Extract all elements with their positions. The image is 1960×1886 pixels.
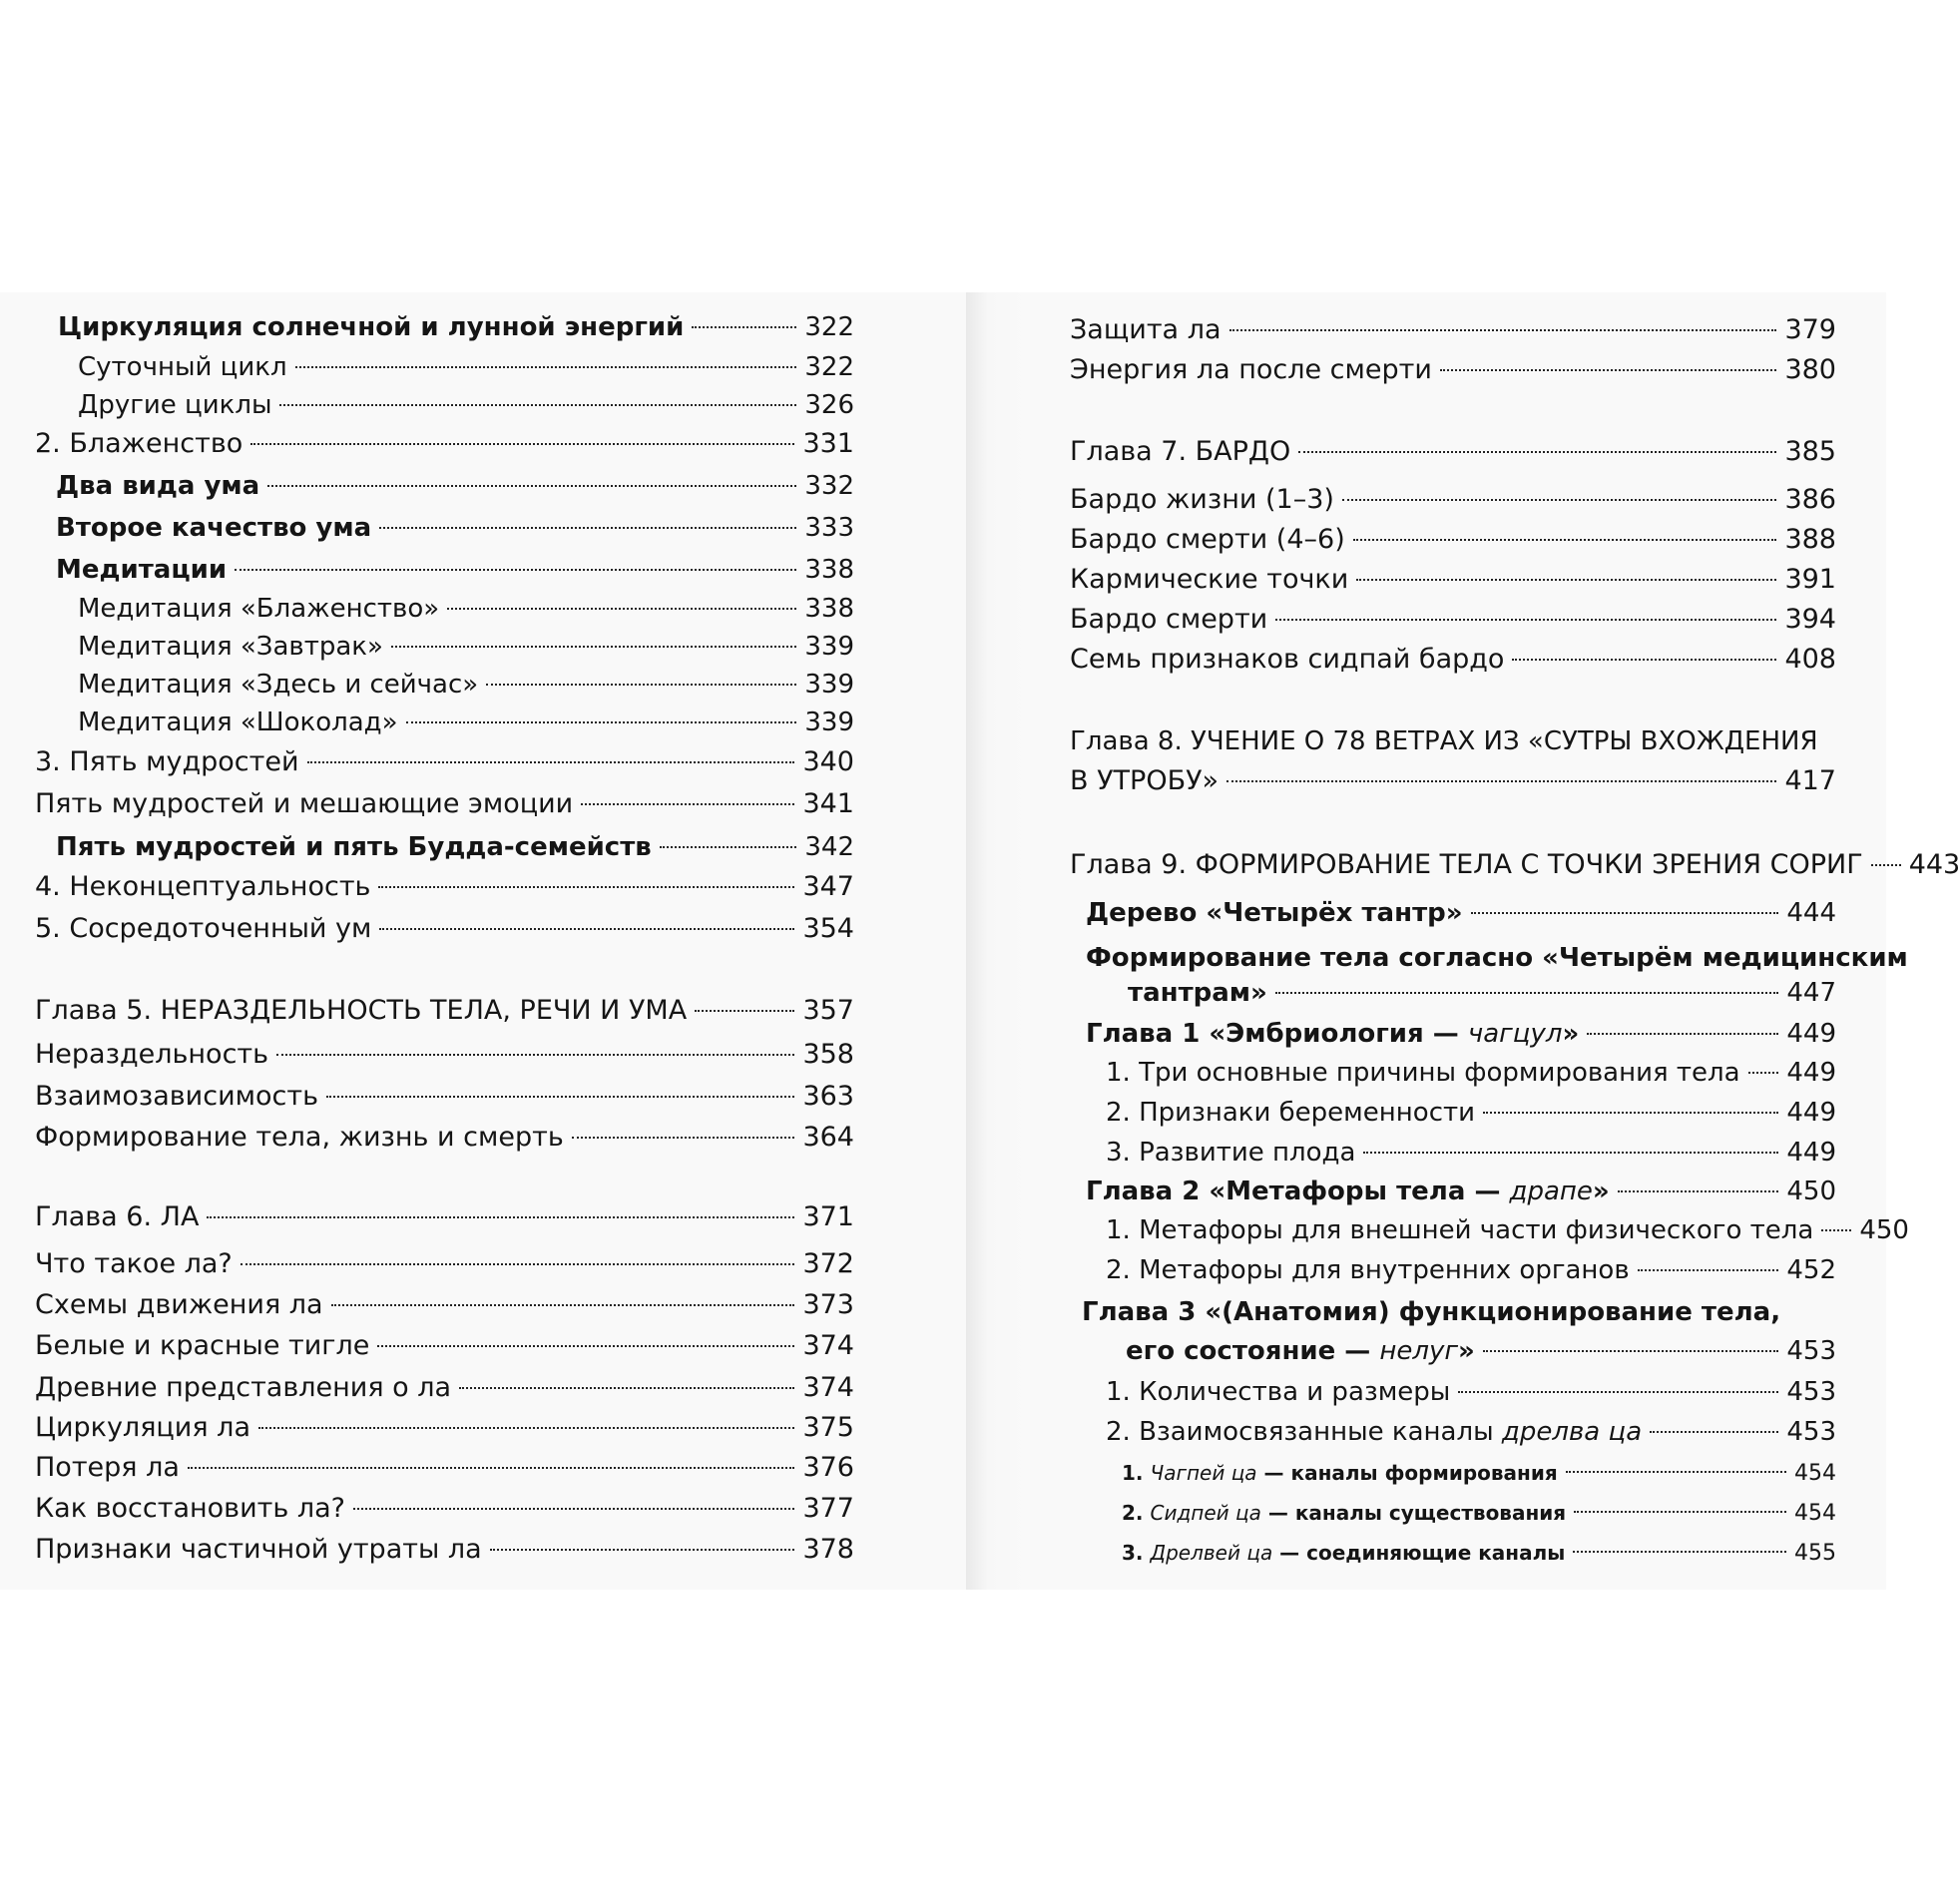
leader-dots [353, 1508, 794, 1510]
leader-dots [447, 608, 796, 610]
leader-dots [1574, 1511, 1786, 1513]
toc-entry-page: 455 [1794, 1541, 1836, 1566]
title-text: 1. [1122, 1461, 1151, 1485]
leader-dots [379, 928, 794, 930]
toc-entry-page: 333 [804, 513, 854, 543]
chapter-heading [1070, 847, 1960, 883]
title-text: 3. [1122, 1541, 1151, 1565]
toc-entry [35, 1450, 854, 1486]
toc-entry-page: 363 [802, 1081, 854, 1112]
leader-dots [1573, 1551, 1786, 1553]
toc-entry [78, 705, 854, 740]
toc-entry [1070, 482, 1836, 518]
leader-dots [1483, 1112, 1778, 1114]
leader-dots [1356, 579, 1776, 581]
toc-entry-title: Бардо смерти (4–6) [1070, 524, 1345, 555]
toc-entry-title: Два вида ума [56, 471, 260, 501]
toc-entry-title: Белые и красные тигле [35, 1330, 370, 1361]
title-italic: драпе [1509, 1177, 1593, 1206]
toc-entry-page: 340 [802, 746, 854, 777]
toc-entry-page: 364 [802, 1122, 854, 1153]
toc-entry [78, 667, 854, 703]
leader-dots [486, 684, 796, 686]
title-italic: чагцул [1467, 1019, 1563, 1049]
leader-dots [459, 1387, 794, 1389]
toc-entry-title: Что такое ла? [35, 1248, 233, 1279]
chapter-heading [35, 993, 854, 1029]
toc-entry-title: Глава 5. НЕРАЗДЕЛЬНОСТЬ ТЕЛА, РЕЧИ И УМА [35, 995, 688, 1026]
toc-entry-title: Циркуляция солнечной и лунной энергий [58, 312, 685, 342]
chapter-heading [35, 1199, 854, 1235]
leader-dots [377, 1345, 794, 1347]
toc-entry-title: Суточный цикл [78, 352, 287, 382]
title-italic: Дрелвей ца [1150, 1541, 1273, 1565]
leader-dots [490, 1549, 795, 1551]
toc-entry-page: 449 [1786, 1138, 1836, 1168]
toc-entry-title: Как восстановить ла? [35, 1493, 345, 1524]
leader-dots [1363, 1152, 1778, 1154]
title-text: 2. Взаимосвязанные каналы [1106, 1417, 1502, 1447]
leader-dots [1298, 451, 1776, 453]
chapter-heading [1070, 763, 1836, 799]
toc-entry-page: 447 [1786, 978, 1836, 1008]
leader-dots [1275, 619, 1776, 621]
title-end: » [1458, 1336, 1475, 1366]
toc-entry [35, 786, 854, 822]
title-end: » [1562, 1019, 1580, 1049]
toc-entry-page: 375 [802, 1412, 854, 1443]
toc-entry-title: Медитация «Завтрак» [78, 632, 383, 662]
toc-entry-title: Нераздельность [35, 1039, 269, 1070]
toc-entry-page: 373 [802, 1289, 854, 1320]
leader-dots [1471, 912, 1779, 914]
toc-entry [35, 1120, 854, 1156]
toc-entry [35, 1287, 854, 1323]
toc-entry-page: 376 [802, 1452, 854, 1483]
toc-entry-title: 5. Сосредоточенный ум [35, 913, 372, 944]
toc-entry-page: 339 [804, 707, 854, 737]
toc-entry-page: 332 [804, 471, 854, 501]
toc-entry-title: Кармические точки [1070, 564, 1349, 595]
toc-entry [58, 309, 854, 345]
toc-entry-page: 322 [804, 352, 854, 382]
toc-entry-title: Бардо жизни (1–3) [1070, 484, 1334, 515]
leader-dots [235, 569, 796, 571]
leader-dots [326, 1096, 794, 1098]
toc-entry-page: 385 [1784, 436, 1836, 467]
leader-dots [276, 1054, 794, 1056]
toc-entry-page: 338 [804, 594, 854, 624]
toc-entry-title: Глава 6. ЛА [35, 1201, 200, 1232]
toc-entry-title: Медитации [56, 555, 228, 585]
leader-dots [406, 721, 797, 723]
toc-entry [1070, 562, 1836, 598]
toc-entry [1106, 1212, 1909, 1248]
toc-entry-page: 443 [1908, 849, 1960, 880]
toc-entry-page: 454 [1794, 1501, 1836, 1526]
toc-entry-page: 322 [804, 312, 854, 342]
title-text: 2. [1122, 1501, 1151, 1525]
leader-dots [378, 886, 794, 888]
leader-dots [1342, 499, 1777, 501]
leader-dots [267, 485, 796, 487]
toc-entry-title: Дерево «Четырёх тантр» [1086, 898, 1463, 928]
leader-dots [379, 527, 796, 529]
toc-entry-title: 2. Признаки беременности [1106, 1098, 1476, 1128]
title-italic: нелуг [1379, 1336, 1459, 1366]
toc-entry-title: Древние представления о ла [35, 1372, 452, 1403]
left-page [0, 292, 966, 1590]
leader-dots [1229, 329, 1777, 331]
toc-entry [35, 744, 854, 780]
toc-entry-page: 388 [1784, 524, 1836, 555]
toc-entry-page: 339 [804, 670, 854, 700]
toc-entry [56, 510, 854, 546]
toc-entry [56, 468, 854, 504]
leader-dots [279, 404, 796, 406]
toc-entry-title [1106, 1414, 1642, 1450]
leader-dots [1566, 1471, 1786, 1473]
toc-entry [1122, 1455, 1836, 1491]
leader-dots [207, 1216, 794, 1218]
toc-entry [35, 1328, 854, 1364]
title-end: — каналы существования [1260, 1501, 1567, 1525]
toc-entry [1122, 1535, 1836, 1571]
leader-dots [258, 1427, 794, 1429]
toc-entry-page: 326 [804, 390, 854, 420]
leader-dots [1638, 1269, 1779, 1271]
toc-entry [78, 349, 854, 385]
toc-entry-page: 454 [1794, 1461, 1836, 1486]
toc-entry [35, 426, 854, 462]
toc-entry-page: 331 [802, 428, 854, 459]
toc-entry-title: Бардо смерти [1070, 604, 1268, 635]
toc-entry-page: 391 [1784, 564, 1836, 595]
toc-entry-page: 338 [804, 555, 854, 585]
toc-entry-title: Защита ла [1070, 314, 1222, 345]
toc-entry [35, 1079, 854, 1115]
leader-dots [1650, 1431, 1778, 1433]
toc-entry-title: 1. Три основные причины формирования тела [1106, 1058, 1740, 1088]
toc-entry-title: В УТРОБУ» [1070, 765, 1220, 796]
toc-entry-page: 371 [802, 1201, 854, 1232]
toc-entry-title: Медитация «Здесь и сейчас» [78, 670, 479, 700]
toc-entry-title [1086, 1174, 1610, 1209]
toc-entry-title: Формирование тела, жизнь и смерть [35, 1122, 564, 1153]
leader-dots [581, 803, 794, 805]
leader-dots [660, 846, 797, 848]
toc-entry [1106, 1135, 1836, 1171]
leader-dots [1353, 539, 1777, 541]
toc-entry-page: 339 [804, 632, 854, 662]
toc-entry [78, 629, 854, 665]
toc-entry-page: 372 [802, 1248, 854, 1279]
toc-entry-page: 453 [1786, 1336, 1836, 1366]
toc-entry-page: 449 [1786, 1058, 1836, 1088]
toc-entry [1106, 1095, 1836, 1131]
toc-entry-title [1086, 1016, 1579, 1052]
toc-entry-title: 3. Пять мудростей [35, 746, 299, 777]
toc-entry-page: 341 [802, 788, 854, 819]
leader-dots [692, 326, 796, 328]
toc-entry [1070, 522, 1836, 558]
toc-entry-page: 394 [1784, 604, 1836, 635]
leader-dots [295, 366, 797, 368]
toc-entry [35, 1532, 854, 1568]
toc-entry [1128, 975, 1836, 1011]
toc-entry-title: 1. Количества и размеры [1106, 1377, 1451, 1407]
toc-entry-title: Глава 7. БАРДО [1070, 436, 1291, 467]
toc-entry-page: 444 [1786, 898, 1836, 928]
title-italic: дрелва ца [1501, 1417, 1643, 1447]
toc-entry-page: 379 [1784, 314, 1836, 345]
leader-dots [1618, 1190, 1779, 1192]
toc-entry-page: 378 [802, 1534, 854, 1565]
leader-dots [1821, 1229, 1851, 1231]
toc-entry-title: тантрам» [1128, 978, 1267, 1008]
leader-dots [250, 443, 794, 445]
toc-entry [35, 869, 854, 905]
toc-entry-title: Циркуляция ла [35, 1412, 250, 1443]
toc-entry-title: Медитация «Шоколад» [78, 707, 398, 737]
toc-left [0, 292, 966, 1590]
toc-entry [1106, 1414, 1836, 1450]
leader-dots [1458, 1391, 1778, 1393]
toc-entry [1070, 642, 1836, 678]
toc-entry-title: Второе качество ума [56, 513, 372, 543]
toc-entry-page: 450 [1786, 1177, 1836, 1206]
toc-entry-title: Семь признаков сидпай бардо [1070, 644, 1505, 675]
toc-entry-page: 354 [802, 913, 854, 944]
leader-dots [307, 761, 795, 763]
title-end: » [1592, 1177, 1610, 1206]
toc-entry [35, 1491, 854, 1527]
leader-dots [188, 1467, 795, 1469]
title-end: — соединяющие каналы [1272, 1541, 1566, 1565]
toc-entry-page: 342 [804, 832, 854, 862]
toc-entry-page: 357 [802, 995, 854, 1026]
toc-entry-title [1122, 1495, 1566, 1531]
chapter-heading-line1: Глава 8. УЧЕНИЕ О 78 ВЕТРАХ ИЗ «СУТРЫ ВХОЖДЕНИЯ [1070, 726, 1818, 756]
toc-entry [35, 1410, 854, 1446]
toc-entry [1070, 312, 1836, 348]
toc-entry [78, 591, 854, 627]
toc-entry-page: 417 [1784, 765, 1836, 796]
leader-dots [1440, 369, 1777, 371]
toc-entry [1106, 1055, 1836, 1091]
toc-entry [1106, 1252, 1836, 1288]
title-text: его состояние — [1126, 1336, 1380, 1366]
toc-entry-title [1122, 1535, 1565, 1571]
toc-entry-title: Пять мудростей и мешающие эмоции [35, 788, 574, 819]
toc-entry-line1: Глава 3 «(Анатомия) функционирование тела, [1082, 1297, 1781, 1327]
toc-entry-title [1122, 1455, 1558, 1491]
toc-entry-page: 377 [802, 1493, 854, 1524]
leader-dots [1587, 1033, 1778, 1035]
toc-entry-page: 452 [1786, 1255, 1836, 1285]
toc-entry-page: 374 [802, 1372, 854, 1403]
toc-entry-title: 2. Метафоры для внутренних органов [1106, 1255, 1630, 1285]
toc-entry-page: 374 [802, 1330, 854, 1361]
leader-dots [1226, 780, 1776, 782]
toc-entry [1126, 1333, 1836, 1369]
toc-entry-page: 449 [1786, 1098, 1836, 1128]
leader-dots [695, 1010, 794, 1012]
title-italic: Сидпей ца [1150, 1501, 1261, 1525]
toc-entry-title: Глава 9. ФОРМИРОВАНИЕ ТЕЛА С ТОЧКИ ЗРЕНИЯ СОРИГ [1070, 849, 1863, 880]
toc-entry [56, 552, 854, 588]
toc-entry-title: 1. Метафоры для внешней части физического тела [1106, 1215, 1814, 1245]
leader-dots [572, 1137, 795, 1139]
toc-entry-page: 450 [1859, 1215, 1909, 1245]
leader-dots [241, 1263, 795, 1265]
toc-entry-page: 358 [802, 1039, 854, 1070]
toc-entry-title: Взаимозависимость [35, 1081, 318, 1112]
leader-dots [391, 646, 796, 648]
toc-entry-title: Схемы движения ла [35, 1289, 323, 1320]
toc-entry-title: 4. Неконцептуальность [35, 871, 371, 902]
toc-right [966, 292, 1960, 1590]
title-text: Глава 2 «Метафоры тела — [1086, 1177, 1510, 1206]
toc-entry [1122, 1495, 1836, 1531]
right-page [966, 292, 1960, 1590]
toc-entry-title: 3. Развитие плода [1106, 1138, 1356, 1168]
toc-entry-title: Энергия ла после смерти [1070, 354, 1432, 385]
toc-entry-page: 408 [1784, 644, 1836, 675]
toc-entry [35, 1246, 854, 1282]
toc-entry-title: Пять мудростей и пять Будда-семейств [56, 832, 652, 862]
toc-entry [35, 911, 854, 947]
toc-entry [35, 1037, 854, 1073]
leader-dots [1512, 659, 1776, 661]
title-end: — каналы формирования [1256, 1461, 1558, 1485]
chapter-heading [1070, 434, 1836, 470]
toc-entry-page: 453 [1786, 1377, 1836, 1407]
toc-entry-title [1126, 1333, 1475, 1369]
toc-entry [1086, 1016, 1836, 1052]
book-spread [0, 292, 1960, 1590]
toc-entry-line1: Формирование тела согласно «Четырём медицинским [1086, 943, 1908, 973]
toc-entry-title: Потеря ла [35, 1452, 180, 1483]
toc-entry [35, 1370, 854, 1406]
toc-entry [1086, 1174, 1836, 1209]
toc-entry-title: 2. Блаженство [35, 428, 244, 459]
toc-entry [1070, 352, 1836, 388]
toc-entry [1070, 602, 1836, 638]
toc-entry-page: 453 [1786, 1417, 1836, 1447]
leader-dots [1275, 992, 1779, 994]
toc-entry [78, 387, 854, 423]
title-text: Глава 1 «Эмбриология — [1086, 1019, 1468, 1049]
leader-dots [331, 1304, 795, 1306]
leader-dots [1871, 864, 1901, 866]
leader-dots [1483, 1350, 1779, 1352]
title-italic: Чагпей ца [1150, 1461, 1257, 1485]
toc-entry-page: 386 [1784, 484, 1836, 515]
toc-entry [1086, 895, 1836, 931]
toc-entry [56, 829, 854, 865]
toc-entry-page: 347 [802, 871, 854, 902]
toc-entry-title: Медитация «Блаженство» [78, 594, 440, 624]
toc-entry-page: 380 [1784, 354, 1836, 385]
toc-entry-title: Другие циклы [78, 390, 272, 420]
toc-entry-page: 449 [1786, 1019, 1836, 1049]
leader-dots [1748, 1072, 1779, 1074]
toc-entry [1106, 1374, 1836, 1410]
toc-entry-title: Признаки частичной утраты ла [35, 1534, 482, 1565]
